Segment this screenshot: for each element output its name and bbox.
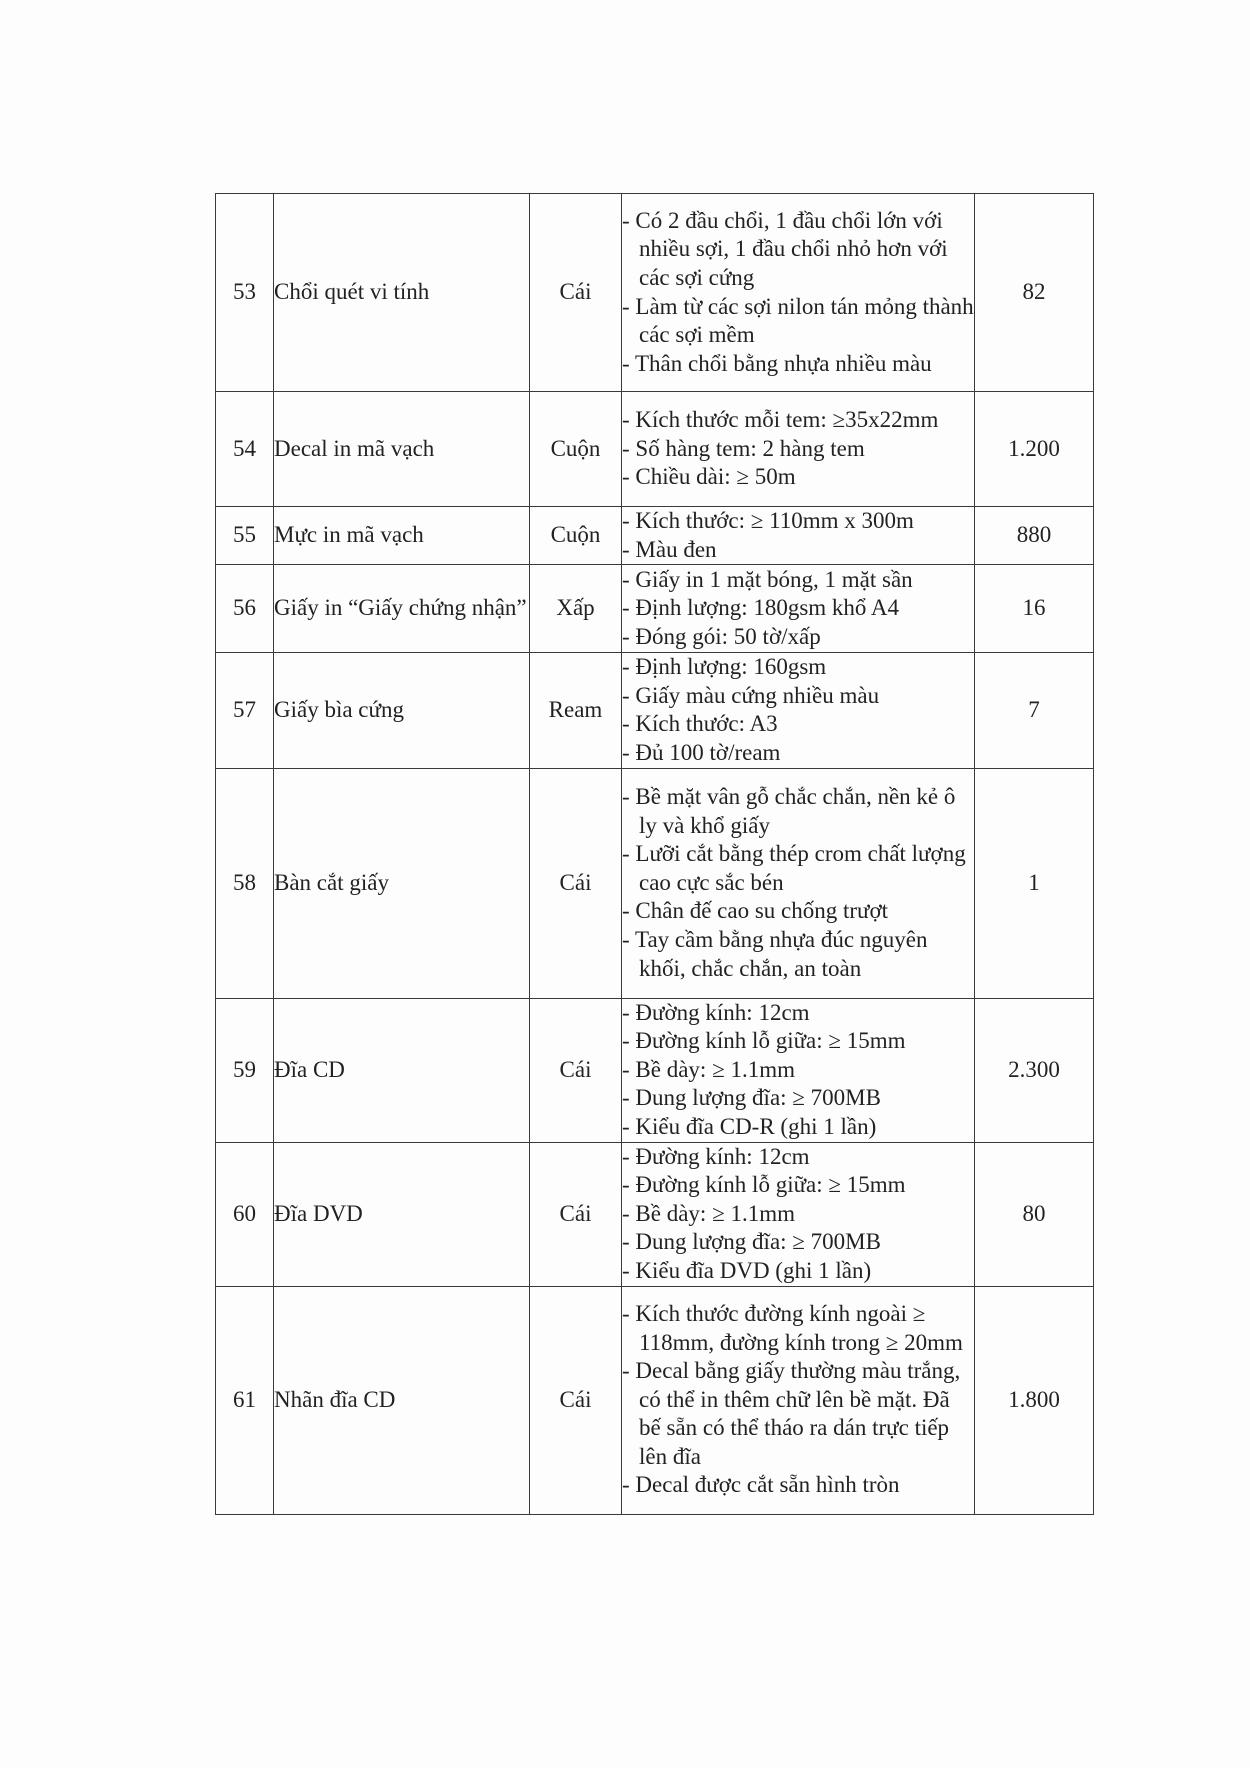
row-number: 54 bbox=[216, 392, 274, 507]
spec-line: - Số hàng tem: 2 hàng tem bbox=[622, 435, 974, 464]
table-row bbox=[216, 1286, 1094, 1514]
item-specification bbox=[622, 653, 975, 768]
spec-line: - Giấy màu cứng nhiều màu bbox=[622, 682, 974, 711]
item-quantity: 7 bbox=[975, 653, 1094, 768]
item-unit: Cái bbox=[530, 1142, 622, 1286]
item-name: Mực in mã vạch bbox=[274, 507, 530, 565]
spec-line: - Chiều dài: ≥ 50m bbox=[622, 463, 974, 492]
row-number: 56 bbox=[216, 565, 274, 653]
spec-line: - Chân đế cao su chống trượt bbox=[622, 897, 974, 926]
item-unit: Cái bbox=[530, 194, 622, 392]
spec-line: - Kích thước mỗi tem: ≥35x22mm bbox=[622, 406, 974, 435]
spec-line: - Tay cầm bằng nhựa đúc nguyên khối, chắc chắn, an toàn bbox=[622, 926, 974, 983]
table-row bbox=[216, 507, 1094, 565]
spec-line: - Bề mặt vân gỗ chắc chắn, nền kẻ ô ly và khổ giấy bbox=[622, 783, 974, 840]
item-unit: Cái bbox=[530, 1286, 622, 1514]
table-row bbox=[216, 998, 1094, 1142]
spec-line: - Dung lượng đĩa: ≥ 700MB bbox=[622, 1228, 974, 1257]
row-number: 60 bbox=[216, 1142, 274, 1286]
spec-line: - Kiểu đĩa CD-R (ghi 1 lần) bbox=[622, 1113, 974, 1142]
spec-line: - Đường kính: 12cm bbox=[622, 1143, 974, 1172]
item-quantity: 2.300 bbox=[975, 998, 1094, 1142]
item-quantity: 1.200 bbox=[975, 392, 1094, 507]
table-row bbox=[216, 1142, 1094, 1286]
item-name: Đĩa DVD bbox=[274, 1142, 530, 1286]
spec-line: - Đủ 100 tờ/ream bbox=[622, 739, 974, 768]
spec-line: - Kích thước: A3 bbox=[622, 710, 974, 739]
item-name: Giấy in “Giấy chứng nhận” bbox=[274, 565, 530, 653]
item-name: Chổi quét vi tính bbox=[274, 194, 530, 392]
table-row bbox=[216, 194, 1094, 392]
item-quantity: 82 bbox=[975, 194, 1094, 392]
spec-line: - Kích thước: ≥ 110mm x 300m bbox=[622, 507, 974, 536]
spec-line: - Thân chổi bằng nhựa nhiều màu bbox=[622, 350, 974, 379]
item-quantity: 1.800 bbox=[975, 1286, 1094, 1514]
spec-line: - Kích thước đường kính ngoài ≥ 118mm, đường kính trong ≥ 20mm bbox=[622, 1300, 974, 1357]
row-number: 55 bbox=[216, 507, 274, 565]
item-name: Giấy bìa cứng bbox=[274, 653, 530, 768]
table-row bbox=[216, 653, 1094, 768]
spec-line: - Đóng gói: 50 tờ/xấp bbox=[622, 623, 974, 652]
item-name: Đĩa CD bbox=[274, 998, 530, 1142]
spec-line: - Đường kính lỗ giữa: ≥ 15mm bbox=[622, 1171, 974, 1200]
item-specification bbox=[622, 1286, 975, 1514]
item-unit: Cuộn bbox=[530, 507, 622, 565]
item-name: Bàn cắt giấy bbox=[274, 768, 530, 998]
item-specification bbox=[622, 768, 975, 998]
item-specification bbox=[622, 1142, 975, 1286]
spec-line: - Bề dày: ≥ 1.1mm bbox=[622, 1200, 974, 1229]
table-row bbox=[216, 392, 1094, 507]
item-unit: Ream bbox=[530, 653, 622, 768]
item-unit: Cái bbox=[530, 998, 622, 1142]
item-specification bbox=[622, 194, 975, 392]
row-number: 57 bbox=[216, 653, 274, 768]
spec-line: - Dung lượng đĩa: ≥ 700MB bbox=[622, 1084, 974, 1113]
item-unit: Cái bbox=[530, 768, 622, 998]
item-name: Decal in mã vạch bbox=[274, 392, 530, 507]
item-specification bbox=[622, 565, 975, 653]
spec-line: - Đường kính: 12cm bbox=[622, 999, 974, 1028]
row-number: 53 bbox=[216, 194, 274, 392]
spec-line: - Lưỡi cắt bằng thép crom chất lượng cao cực sắc bén bbox=[622, 840, 974, 897]
item-specification bbox=[622, 507, 975, 565]
item-quantity: 16 bbox=[975, 565, 1094, 653]
spec-line: - Decal được cắt sẵn hình tròn bbox=[622, 1471, 974, 1500]
table-row bbox=[216, 565, 1094, 653]
spec-line: - Đường kính lỗ giữa: ≥ 15mm bbox=[622, 1027, 974, 1056]
spec-line: - Kiểu đĩa DVD (ghi 1 lần) bbox=[622, 1257, 974, 1286]
row-number: 58 bbox=[216, 768, 274, 998]
table-row bbox=[216, 768, 1094, 998]
item-quantity: 80 bbox=[975, 1142, 1094, 1286]
item-quantity: 1 bbox=[975, 768, 1094, 998]
spec-line: - Màu đen bbox=[622, 536, 974, 565]
item-quantity: 880 bbox=[975, 507, 1094, 565]
spec-line: - Định lượng: 180gsm khổ A4 bbox=[622, 594, 974, 623]
row-number: 61 bbox=[216, 1286, 274, 1514]
item-unit: Cuộn bbox=[530, 392, 622, 507]
row-number: 59 bbox=[216, 998, 274, 1142]
spec-line: - Decal bằng giấy thường màu trắng, có thể in thêm chữ lên bề mặt. Đã bế sẵn có thể tháo ra dán trực tiếp lên đĩa bbox=[622, 1357, 974, 1471]
spec-line: - Giấy in 1 mặt bóng, 1 mặt sần bbox=[622, 566, 974, 595]
spec-line: - Có 2 đầu chổi, 1 đầu chổi lớn với nhiều sợi, 1 đầu chổi nhỏ hơn với các sợi cứng bbox=[622, 207, 974, 293]
item-name: Nhãn đĩa CD bbox=[274, 1286, 530, 1514]
supplies-table bbox=[215, 193, 1094, 1515]
item-unit: Xấp bbox=[530, 565, 622, 653]
item-specification bbox=[622, 392, 975, 507]
spec-line: - Bề dày: ≥ 1.1mm bbox=[622, 1056, 974, 1085]
item-specification bbox=[622, 998, 975, 1142]
spec-line: - Định lượng: 160gsm bbox=[622, 653, 974, 682]
spec-line: - Làm từ các sợi nilon tán mỏng thành các sợi mềm bbox=[622, 293, 974, 350]
